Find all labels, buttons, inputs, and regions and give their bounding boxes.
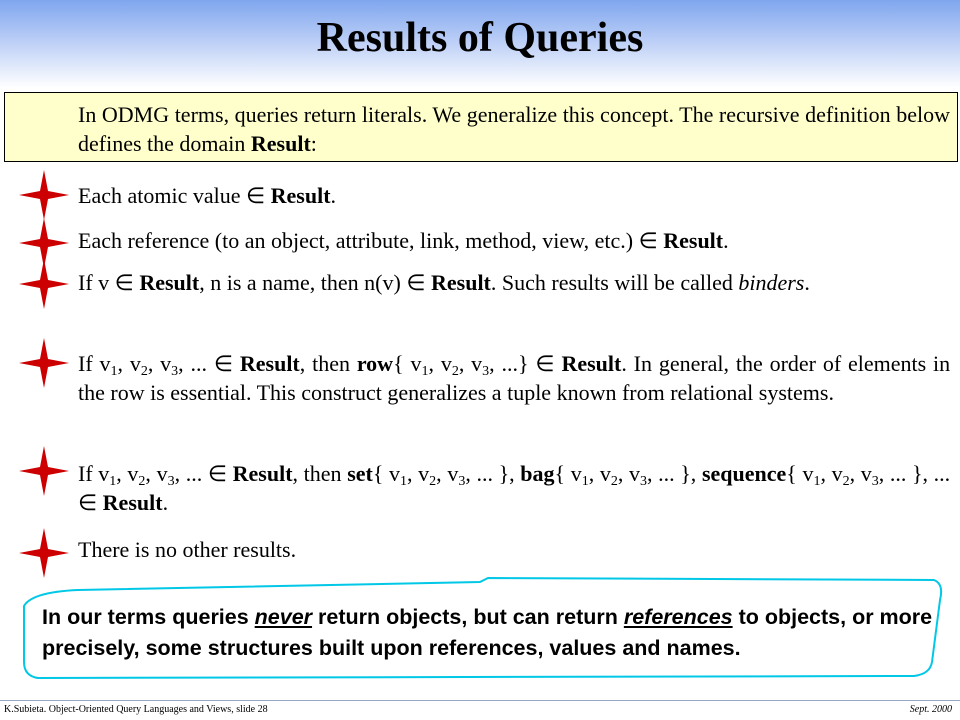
sequence-keyword: sequence bbox=[701, 461, 787, 486]
definition-item-binders: If v ∈ Result, n is a name, then n(v) ∈ Result. Such results will be called binders. bbox=[78, 270, 810, 295]
definition-item-reference: Each reference (to an object, attribute, link, method, view, etc.) ∈ Result. bbox=[78, 228, 729, 253]
definition-item-collections: If $v_1$, $v_2$, $v_3$, ... ∈ Result, then set{ $v_1$, $v_2$, $v_3$, ... }, bag{ $v_1$, $v_2$, $v_3$, ... }, sequence{ $v_1$, $v_2$, $v_3$, ... }, ... ∈ Result. bbox=[78, 461, 951, 515]
definition-item-closure: There is no other results. bbox=[78, 537, 297, 562]
footer-author: K.Subieta. Object-Oriented Query Languages and Views, slide 28 bbox=[4, 704, 268, 715]
element-of-symbol: ∈ bbox=[213, 351, 234, 376]
intro-bold-result: Result bbox=[250, 131, 311, 156]
binders-term: binders bbox=[738, 270, 805, 295]
bullet-star-icon bbox=[19, 259, 69, 309]
footer-divider bbox=[0, 700, 960, 701]
element-of-symbol: ∈ bbox=[207, 461, 228, 486]
set-keyword: set bbox=[347, 461, 373, 486]
element-of-symbol: ∈ bbox=[114, 270, 134, 295]
bullet-star-icon bbox=[19, 528, 69, 578]
definition-item-atomic: Each atomic value ∈ Result. bbox=[78, 183, 337, 208]
slide-title: Results of Queries bbox=[316, 15, 644, 61]
row-keyword: row bbox=[356, 351, 394, 376]
references-emphasis: references bbox=[623, 605, 733, 629]
element-of-symbol: ∈ bbox=[78, 490, 98, 515]
callout-text: In our terms queries never return objects, but can return references to objects, or more precisely, some structures built upon references, values and names. bbox=[42, 605, 933, 660]
bullet-star-icon bbox=[19, 446, 69, 496]
element-of-symbol: ∈ bbox=[245, 183, 266, 208]
bullet-star-icon bbox=[19, 170, 69, 220]
element-of-symbol: ∈ bbox=[638, 228, 658, 253]
intro-text-part: In ODMG terms, queries return literals. We generalize this concept. The recursive definition below defines the domain bbox=[78, 102, 950, 156]
never-emphasis: never bbox=[254, 605, 313, 629]
bullet-star-icon bbox=[19, 338, 69, 388]
intro-text bbox=[78, 100, 950, 158]
element-of-symbol: ∈ bbox=[406, 270, 426, 295]
definition-item-row: If $v_1$, $v_2$, $v_3$, ... ∈ Result, then row{ $v_1$, $v_2$, $v_3$, ...} ∈ Result. In general, the order of elements in the row is essential. This construct generalizes a tuple known from relational systems. bbox=[78, 351, 951, 405]
element-of-symbol: ∈ bbox=[535, 351, 555, 376]
footer-date: Sept. 2000 bbox=[909, 704, 952, 715]
intro-colon: : bbox=[310, 131, 317, 156]
bag-keyword: bag bbox=[520, 461, 555, 486]
